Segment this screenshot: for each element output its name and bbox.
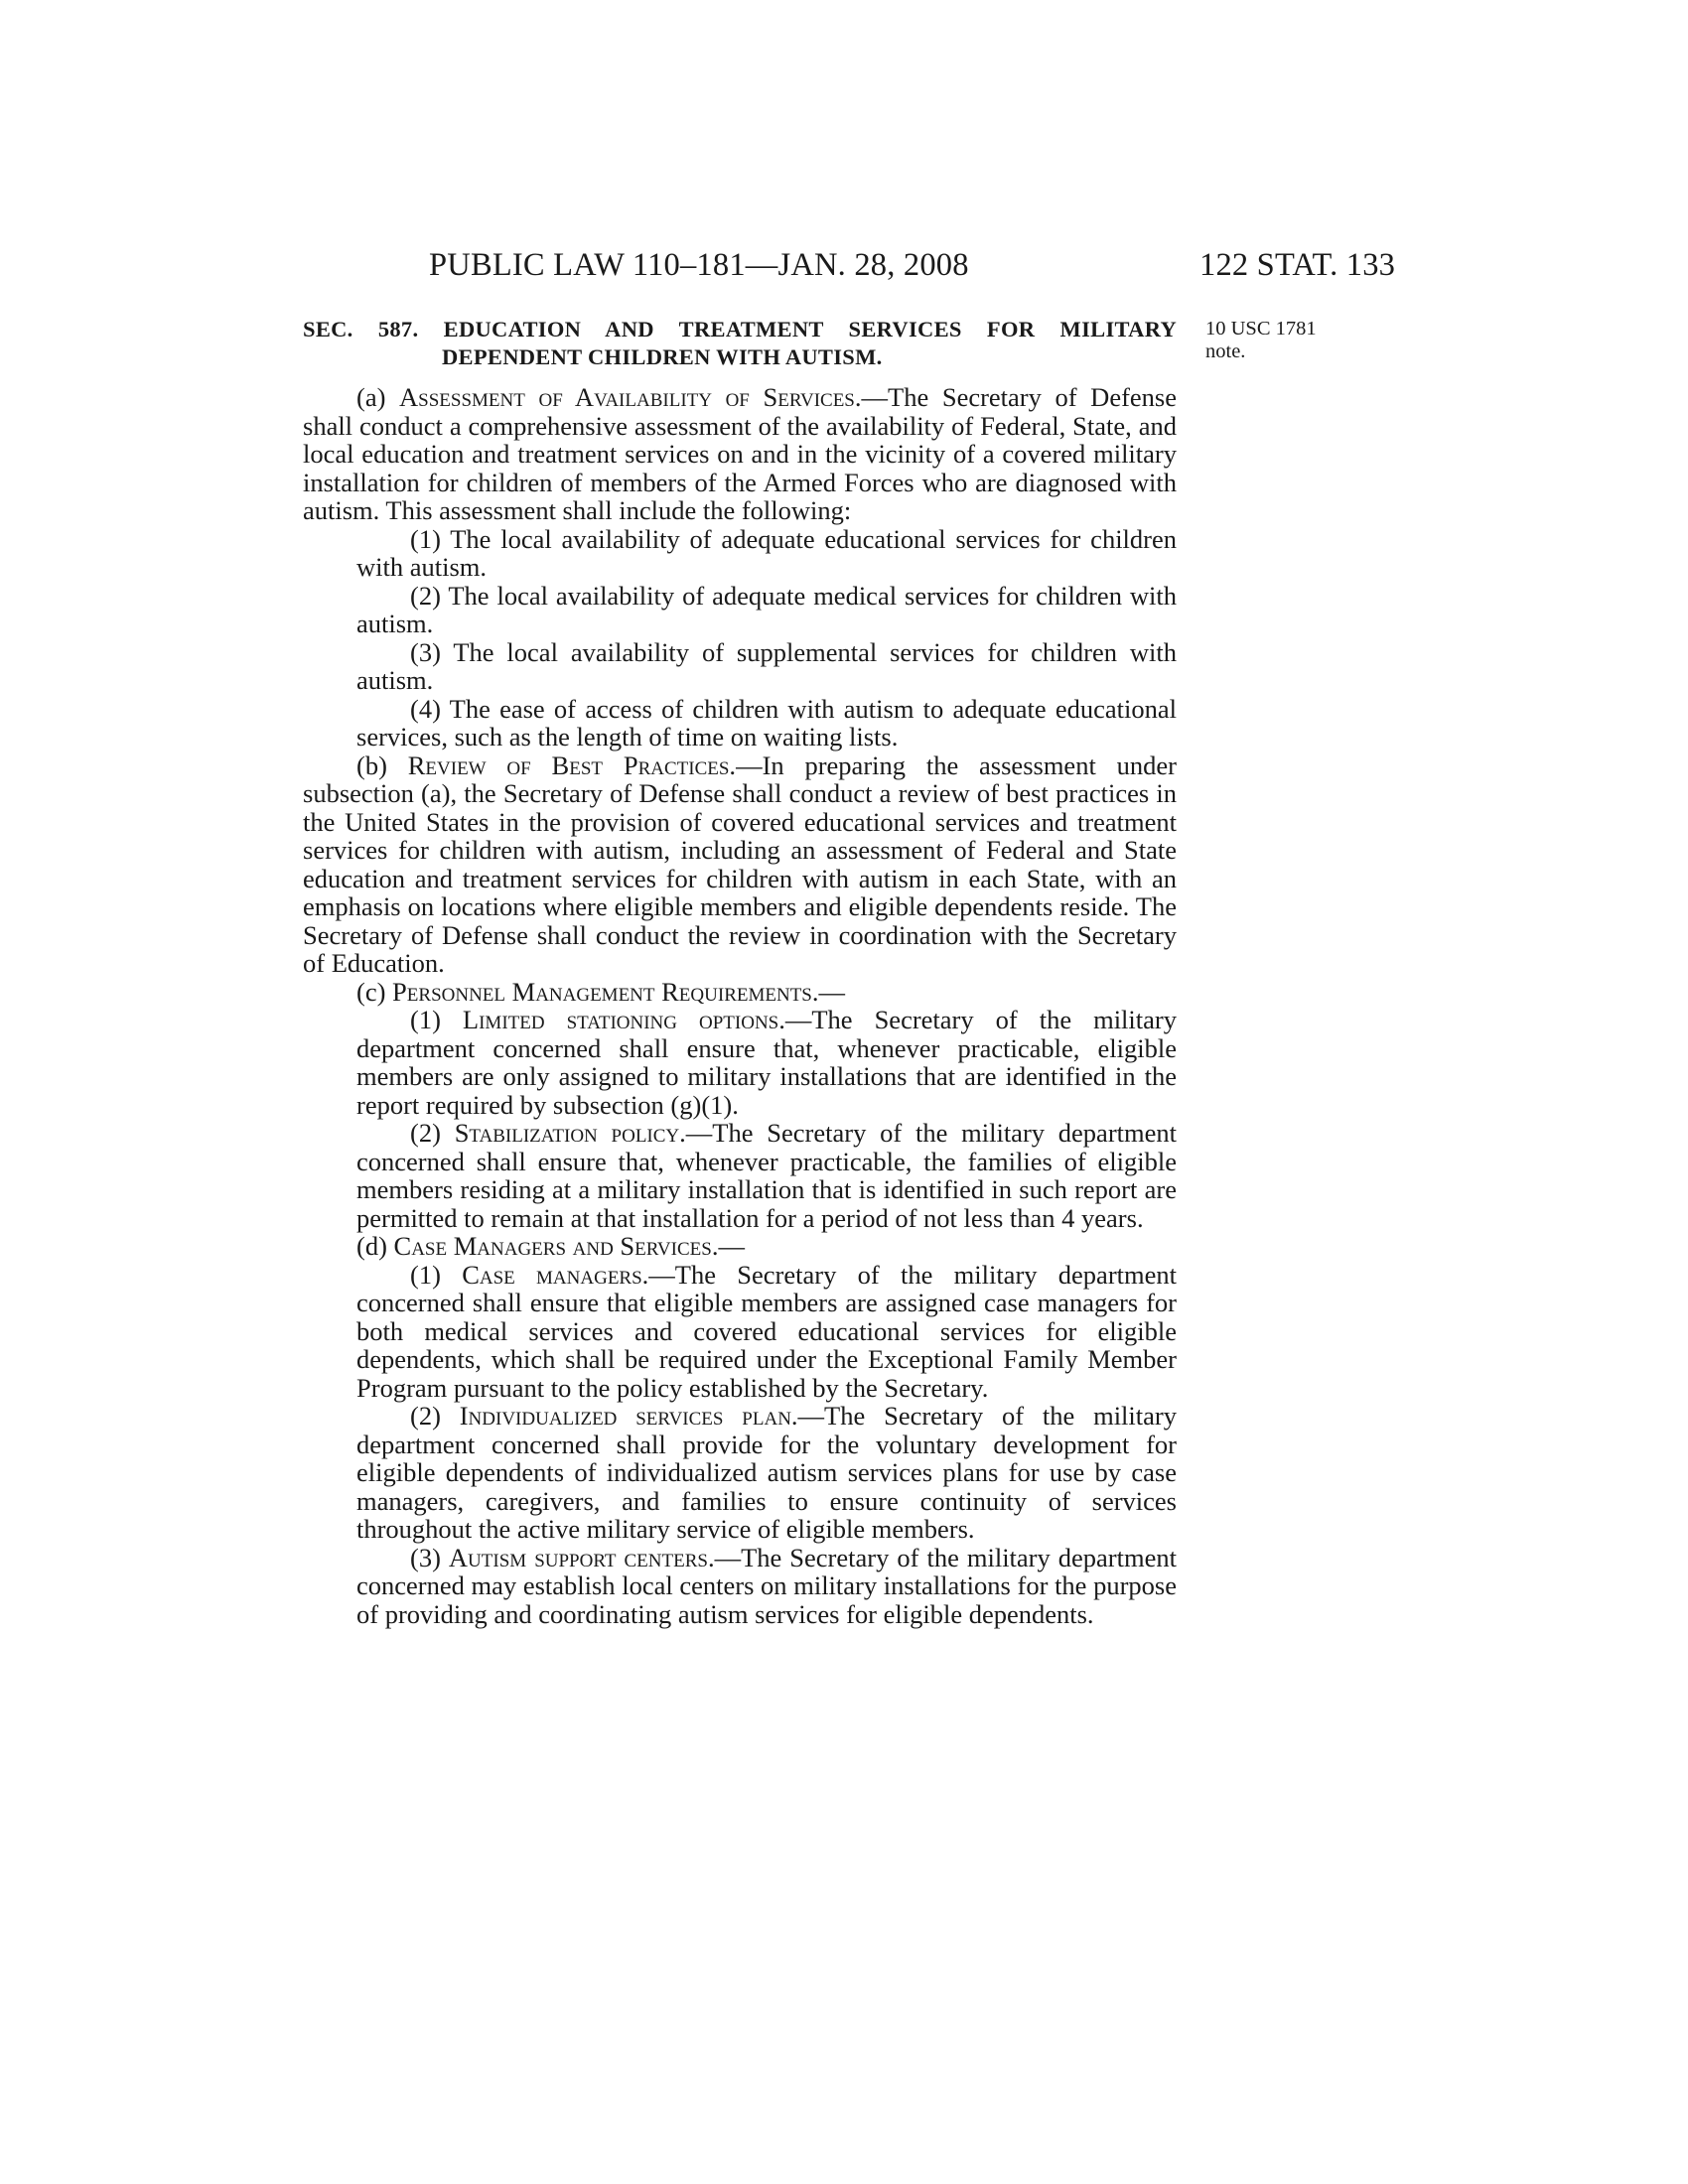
paragraph-a-1 — [303, 525, 1177, 582]
paragraph-a — [303, 383, 1177, 525]
paragraph-a-4-text: The ease of access of children with autism to adequate educational services, such as the length of time on waiting lists. — [356, 693, 1177, 751]
paragraph-a-2-prefix: (2) — [410, 580, 449, 611]
paragraph-c-2 — [303, 1119, 1177, 1232]
paragraph-c-2-prefix: (2) — [410, 1118, 455, 1148]
paragraph-d-3 — [303, 1544, 1177, 1629]
paragraph-a-heading: Assessment of Availability of Services. — [399, 382, 862, 412]
section-heading-line-2: DEPENDENT CHILDREN WITH AUTISM. — [442, 344, 883, 369]
paragraph-d-1-text: —The Secretary of the military department concerned shall ensure that eligible members are assigned case managers for both medical services and covered educational services for eligible dependents, which shall be required under the Exceptional Family Member Program pursuant to the policy established by the Secretary. — [356, 1259, 1177, 1403]
paragraph-d-2-text: —The Secretary of the military department concerned shall provide for the voluntary development for eligible dependents of individualized autism services plans for use by case managers, caregivers, and families to ensure continuity of services throughout the active military service of eligible members. — [356, 1401, 1177, 1544]
section-heading — [303, 316, 1177, 371]
paragraph-d-2-prefix: (2) — [410, 1401, 460, 1431]
paragraph-a-2 — [303, 582, 1177, 638]
paragraph-d-1 — [303, 1261, 1177, 1403]
paragraph-a-3-text: The local availability of supplemental services for children with autism. — [356, 636, 1178, 695]
paragraph-d-heading: Case Managers and Services. — [393, 1231, 719, 1261]
running-header-title: PUBLIC LAW 110–181—JAN. 28, 2008 — [429, 247, 969, 283]
margin-note-citation: 10 USC 1781 — [1205, 318, 1317, 340]
page-number: 122 STAT. 133 — [1199, 247, 1396, 283]
margin-note-label: note. — [1205, 341, 1246, 362]
paragraph-c-text: — — [818, 976, 845, 1007]
paragraph-c-1 — [303, 1006, 1177, 1119]
paragraph-c-heading: Personnel Management Requirements. — [392, 976, 819, 1007]
paragraph-c-prefix: (c) — [356, 976, 393, 1007]
paragraph-c-2-text: —The Secretary of the military department concerned shall ensure that, whenever practicable, the families of eligible members residing at a military installation that is identified in such report are permitted to remain at that installation for a period of not less than 4 years. — [356, 1118, 1177, 1233]
paragraph-d-2-heading: Individualized services plan. — [459, 1401, 798, 1431]
paragraph-d-3-prefix: (3) — [410, 1542, 449, 1572]
paragraph-d-1-prefix: (1) — [410, 1259, 463, 1290]
margin-note — [1205, 318, 1317, 363]
paragraph-b — [303, 751, 1177, 978]
paragraph-c — [303, 978, 1177, 1007]
paragraph-d-text: — — [718, 1231, 745, 1261]
paragraph-a-prefix: (a) — [356, 382, 400, 412]
paragraph-a-3 — [303, 638, 1177, 695]
paragraph-d-2 — [303, 1402, 1177, 1544]
paragraph-a-text: —The Secretary of Defense shall conduct a comprehensive assessment of the availability of Federal, State, and local education and treatment services on and in the vicinity of a covered military installation for children of members of the Armed Forces who are diagnosed with autism. This assessment shall include the following: — [303, 382, 1177, 525]
section-body — [303, 383, 1177, 1628]
paragraph-a-3-prefix: (3) — [410, 636, 454, 667]
paragraph-a-4-prefix: (4) — [410, 693, 450, 724]
paragraph-a-2-text: The local availability of adequate medical services for children with autism. — [356, 580, 1177, 638]
paragraph-b-heading: Review of Best Practices. — [407, 750, 737, 780]
paragraph-c-1-prefix: (1) — [410, 1005, 463, 1034]
paragraph-a-1-prefix: (1) — [410, 523, 451, 554]
paragraph-d-3-heading: Autism support centers. — [448, 1542, 715, 1572]
section-heading-line-1: SEC. 587. EDUCATION AND TREATMENT SERVICES FOR MILITARY — [303, 317, 1177, 341]
paragraph-d — [303, 1232, 1177, 1261]
paragraph-b-text: —In preparing the assessment under subsection (a), the Secretary of Defense shall conduct a review of best practices in the United States in the provision of covered educational services and treatment services for children with autism, including an assessment of Federal and State education and treatment services for children with autism in each State, with an emphasis on locations where eligible members and eligible dependents reside. The Secretary of Defense shall conduct the review in coordination with the Secretary of Education. — [303, 750, 1177, 978]
paragraph-d-prefix: (d) — [356, 1231, 394, 1261]
paragraph-a-4 — [303, 695, 1177, 751]
paragraph-a-1-text: The local availability of adequate educational services for children with autism. — [356, 523, 1178, 582]
paragraph-d-3-text: —The Secretary of the military department concerned may establish local centers on military installations for the purpose of providing and coordinating autism services for eligible dependents. — [356, 1542, 1177, 1629]
paragraph-c-2-heading: Stabilization policy. — [454, 1118, 686, 1148]
paragraph-b-prefix: (b) — [356, 750, 408, 780]
paragraph-c-1-heading: Limited stationing options. — [462, 1005, 785, 1034]
paragraph-d-1-heading: Case managers. — [462, 1259, 649, 1290]
paragraph-c-1-text: —The Secretary of the military department concerned shall ensure that, whenever practicable, eligible members are only assigned to military installations that are identified in the report required by subsection (g)(1). — [356, 1005, 1177, 1120]
